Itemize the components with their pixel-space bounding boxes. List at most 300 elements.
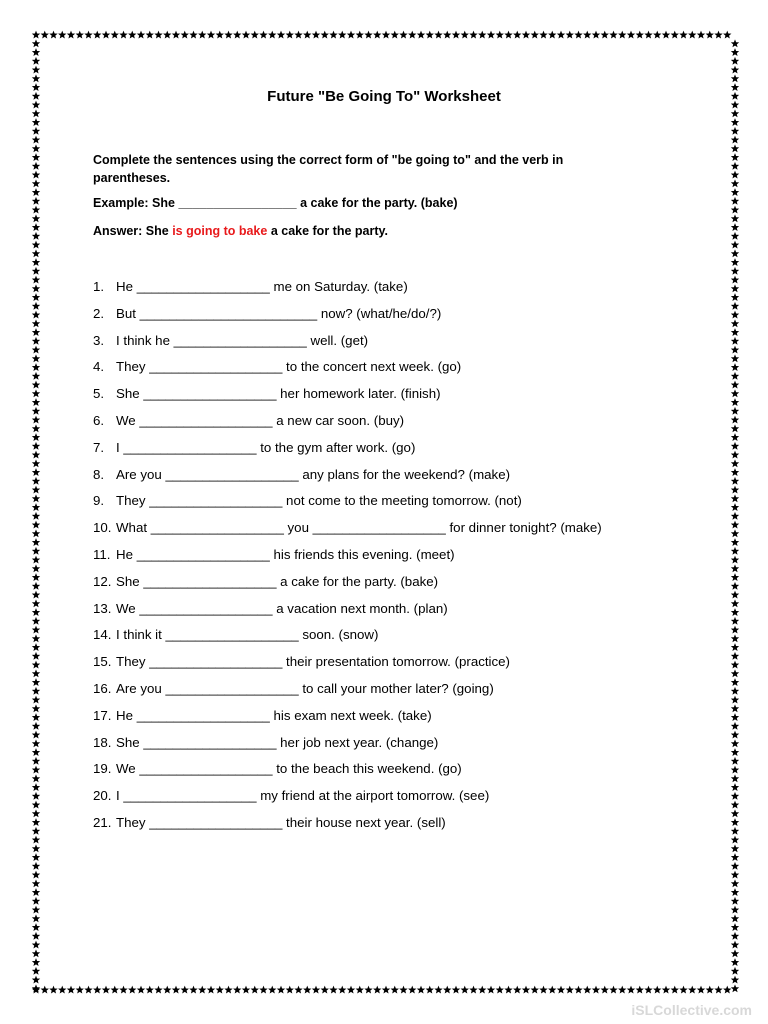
border-star <box>731 486 739 494</box>
item-number: 16. <box>93 680 112 696</box>
border-star <box>32 661 40 669</box>
border-star <box>32 144 40 152</box>
item-text: I think he __________________ well. (get) <box>116 332 369 348</box>
border-star <box>731 293 739 301</box>
border-star <box>32 696 40 704</box>
border-star <box>653 31 661 39</box>
border-star <box>731 809 739 817</box>
border-star <box>32 538 40 546</box>
item-text: She __________________ her job next year. (change) <box>116 734 439 750</box>
border-star <box>592 986 600 994</box>
border-star <box>731 407 739 415</box>
border-star <box>382 986 390 994</box>
border-star <box>84 986 92 994</box>
border-star <box>731 941 739 949</box>
border-star <box>137 31 145 39</box>
border-star <box>731 643 739 651</box>
border-star <box>688 31 696 39</box>
item-text: They __________________ their house next year. (sell) <box>116 814 446 830</box>
border-star <box>731 468 739 476</box>
border-star <box>76 31 84 39</box>
border-star <box>32 136 40 144</box>
border-star <box>32 372 40 380</box>
border-star <box>434 986 442 994</box>
instructions: Complete the sentences using the correct form of "be going to" and the verb in parentheses. <box>93 153 564 185</box>
border-star <box>478 31 486 39</box>
border-star <box>583 986 591 994</box>
border-star <box>426 986 434 994</box>
border-star <box>32 914 40 922</box>
border-star <box>32 844 40 852</box>
border-star <box>32 57 40 65</box>
list-item <box>93 358 602 385</box>
border-star <box>32 862 40 870</box>
border-star <box>347 31 355 39</box>
border-star <box>671 986 679 994</box>
border-star <box>731 337 739 345</box>
border-star <box>242 986 250 994</box>
border-star <box>731 48 739 56</box>
border-star <box>513 986 521 994</box>
border-star <box>41 986 49 994</box>
border-star <box>67 986 75 994</box>
border-star <box>731 381 739 389</box>
border-star <box>32 521 40 529</box>
border-star <box>592 31 600 39</box>
border-star <box>329 31 337 39</box>
border-star <box>32 652 40 660</box>
border-star <box>601 986 609 994</box>
border-star <box>469 986 477 994</box>
border-star <box>731 836 739 844</box>
border-star <box>251 986 259 994</box>
border-star <box>32 906 40 914</box>
border-star <box>399 986 407 994</box>
border-star <box>461 31 469 39</box>
answer-prefix: Answer: She <box>93 224 173 238</box>
list-item <box>93 653 602 680</box>
border-star <box>731 547 739 555</box>
border-star <box>609 31 617 39</box>
border-star <box>731 932 739 940</box>
border-star <box>731 652 739 660</box>
border-star <box>731 801 739 809</box>
border-star <box>443 986 451 994</box>
border-star <box>32 958 40 966</box>
border-star <box>487 31 495 39</box>
border-star <box>259 31 267 39</box>
border-star <box>32 48 40 56</box>
border-star <box>268 31 276 39</box>
border-star <box>32 731 40 739</box>
border-star <box>32 127 40 135</box>
border-star <box>321 31 329 39</box>
border-star <box>32 188 40 196</box>
border-star <box>32 949 40 957</box>
border-star <box>67 31 75 39</box>
border-star <box>32 459 40 467</box>
border-star <box>731 599 739 607</box>
border-star <box>32 836 40 844</box>
border-star <box>522 31 530 39</box>
border-star <box>496 986 504 994</box>
list-item <box>93 305 602 332</box>
list-item <box>93 600 602 627</box>
border-star <box>32 801 40 809</box>
border-star <box>731 494 739 502</box>
list-item <box>93 332 602 359</box>
border-star <box>32 118 40 126</box>
border-star <box>478 986 486 994</box>
border-star <box>731 748 739 756</box>
border-star <box>731 827 739 835</box>
border-star <box>32 643 40 651</box>
border-star <box>731 424 739 432</box>
border-star <box>32 66 40 74</box>
item-text: They __________________ their presentation tomorrow. (practice) <box>116 654 510 670</box>
border-star <box>32 74 40 82</box>
border-star <box>32 39 40 47</box>
border-star <box>731 223 739 231</box>
border-star <box>731 879 739 887</box>
border-star <box>548 31 556 39</box>
border-star <box>102 31 110 39</box>
border-star <box>714 31 722 39</box>
border-star <box>731 783 739 791</box>
border-star <box>119 31 127 39</box>
border-star <box>731 976 739 984</box>
border-star <box>32 591 40 599</box>
border-star <box>303 986 311 994</box>
border-star <box>531 986 539 994</box>
border-star <box>688 986 696 994</box>
item-number: 14. <box>93 627 112 643</box>
border-star <box>32 923 40 931</box>
border-star <box>111 986 119 994</box>
border-star <box>731 389 739 397</box>
border-star <box>731 626 739 634</box>
border-star <box>731 188 739 196</box>
item-text: He __________________ his exam next week. (take) <box>116 707 432 723</box>
border-star <box>181 31 189 39</box>
border-star <box>32 302 40 310</box>
item-number: 2. <box>93 305 105 321</box>
border-star <box>41 31 49 39</box>
item-number: 1. <box>93 279 105 294</box>
border-star <box>731 529 739 537</box>
border-star <box>32 171 40 179</box>
border-star <box>731 451 739 459</box>
border-star <box>32 433 40 441</box>
item-number: 21. <box>93 814 112 830</box>
border-star <box>32 634 40 642</box>
border-star <box>731 197 739 205</box>
border-star <box>618 31 626 39</box>
border-star <box>32 162 40 170</box>
border-star <box>731 162 739 170</box>
item-number: 20. <box>93 788 112 804</box>
border-star <box>163 31 171 39</box>
border-star <box>154 31 162 39</box>
border-star <box>172 986 180 994</box>
border-star <box>731 258 739 266</box>
border-star <box>32 984 40 992</box>
border-star <box>32 486 40 494</box>
border-star <box>259 986 267 994</box>
border-star <box>233 31 241 39</box>
border-star <box>32 109 40 117</box>
border-star <box>557 31 565 39</box>
border-star <box>32 529 40 537</box>
border-star <box>513 31 521 39</box>
border-star <box>731 818 739 826</box>
border-star <box>574 986 582 994</box>
border-star <box>731 757 739 765</box>
border-star <box>644 986 652 994</box>
border-star <box>731 704 739 712</box>
item-number: 8. <box>93 466 105 482</box>
border-star <box>32 363 40 371</box>
border-star <box>731 136 739 144</box>
border-star <box>731 249 739 257</box>
border-star <box>426 31 434 39</box>
border-star <box>58 31 66 39</box>
border-star <box>731 906 739 914</box>
border-star <box>731 442 739 450</box>
border-star <box>731 967 739 975</box>
border-star <box>93 31 101 39</box>
border-star <box>32 599 40 607</box>
exercise-list <box>93 278 602 841</box>
border-star <box>32 547 40 555</box>
border-star <box>32 381 40 389</box>
border-star <box>731 538 739 546</box>
border-star <box>618 986 626 994</box>
border-star <box>32 407 40 415</box>
border-star <box>487 986 495 994</box>
border-star <box>146 986 154 994</box>
border-star <box>391 31 399 39</box>
border-star <box>731 853 739 861</box>
border-star <box>679 31 687 39</box>
example-answer <box>93 224 388 238</box>
border-star <box>731 503 739 511</box>
border-star <box>731 57 739 65</box>
list-item <box>93 680 602 707</box>
border-star <box>32 337 40 345</box>
border-star <box>32 477 40 485</box>
border-star <box>731 416 739 424</box>
border-star <box>146 31 154 39</box>
border-star <box>93 986 101 994</box>
border-star <box>731 127 739 135</box>
border-star <box>731 556 739 564</box>
border-star <box>111 31 119 39</box>
border-star <box>32 241 40 249</box>
border-star <box>102 986 110 994</box>
border-star <box>32 153 40 161</box>
border-star <box>32 669 40 677</box>
border-star <box>731 372 739 380</box>
border-star <box>434 31 442 39</box>
border-star <box>32 328 40 336</box>
border-star <box>32 276 40 284</box>
border-star <box>731 512 739 520</box>
list-item <box>93 760 602 787</box>
worksheet-title: Future "Be Going To" Worksheet <box>267 88 501 105</box>
border-star <box>731 774 739 782</box>
border-star <box>627 31 635 39</box>
border-star <box>408 31 416 39</box>
border-star <box>294 31 302 39</box>
item-text: But ________________________ now? (what/he/do/?) <box>116 305 442 321</box>
border-star <box>731 206 739 214</box>
border-star <box>731 949 739 957</box>
item-number: 13. <box>93 600 112 616</box>
border-star <box>163 986 171 994</box>
border-star <box>154 986 162 994</box>
border-star <box>731 792 739 800</box>
border-star <box>731 661 739 669</box>
border-star <box>731 713 739 721</box>
border-star <box>417 31 425 39</box>
border-star <box>32 783 40 791</box>
border-star <box>32 986 40 994</box>
border-star <box>137 986 145 994</box>
answer-suffix: a cake for the party. <box>267 224 388 238</box>
border-star <box>338 31 346 39</box>
border-star <box>731 398 739 406</box>
border-star <box>539 31 547 39</box>
border-star <box>32 398 40 406</box>
border-star <box>32 416 40 424</box>
border-star <box>662 986 670 994</box>
border-star <box>731 669 739 677</box>
border-star <box>32 879 40 887</box>
item-text: She __________________ her homework later. (finish) <box>116 386 441 402</box>
border-star <box>731 678 739 686</box>
border-star <box>653 986 661 994</box>
border-star <box>277 986 285 994</box>
border-star <box>233 986 241 994</box>
border-star <box>32 739 40 747</box>
border-star <box>32 941 40 949</box>
border-star <box>731 74 739 82</box>
border-star <box>32 678 40 686</box>
border-star <box>443 31 451 39</box>
border-star <box>32 424 40 432</box>
list-item <box>93 519 602 546</box>
border-star <box>32 582 40 590</box>
border-star <box>731 354 739 362</box>
border-star <box>32 249 40 257</box>
border-star <box>277 31 285 39</box>
border-star <box>242 31 250 39</box>
border-star <box>731 591 739 599</box>
border-star <box>32 748 40 756</box>
border-star <box>731 608 739 616</box>
border-star <box>731 459 739 467</box>
border-star <box>303 31 311 39</box>
border-star <box>731 171 739 179</box>
item-text: She __________________ a cake for the party. (bake) <box>116 573 439 589</box>
border-star <box>32 564 40 572</box>
border-star <box>32 617 40 625</box>
border-star <box>731 267 739 275</box>
border-star <box>49 986 57 994</box>
border-star <box>32 766 40 774</box>
border-star <box>207 986 215 994</box>
item-number: 15. <box>93 654 112 670</box>
border-star <box>32 556 40 564</box>
list-item <box>93 385 602 412</box>
border-star <box>32 293 40 301</box>
border-star <box>32 704 40 712</box>
border-star <box>679 986 687 994</box>
border-star <box>32 389 40 397</box>
border-star <box>731 897 739 905</box>
border-star <box>469 31 477 39</box>
border-star <box>496 31 504 39</box>
border-star <box>662 31 670 39</box>
border-star <box>731 521 739 529</box>
border-star <box>32 267 40 275</box>
border-star <box>731 687 739 695</box>
border-star <box>76 986 84 994</box>
border-star <box>356 31 364 39</box>
border-star <box>731 582 739 590</box>
border-star <box>198 31 206 39</box>
border-star <box>731 319 739 327</box>
border-star <box>731 153 739 161</box>
item-text: Are you __________________ to call your mother later? (going) <box>116 680 494 696</box>
border-star <box>32 311 40 319</box>
border-star <box>32 214 40 222</box>
border-star <box>731 766 739 774</box>
border-star <box>128 986 136 994</box>
list-item <box>93 787 602 814</box>
border-star <box>731 634 739 642</box>
border-star <box>583 31 591 39</box>
border-star <box>731 328 739 336</box>
border-star <box>32 818 40 826</box>
item-number: 17. <box>93 707 112 723</box>
border-star <box>461 986 469 994</box>
border-star <box>644 31 652 39</box>
border-star <box>32 853 40 861</box>
item-number: 6. <box>93 412 105 428</box>
border-star <box>198 986 206 994</box>
border-star <box>731 914 739 922</box>
border-star <box>338 986 346 994</box>
border-star <box>312 986 320 994</box>
border-star <box>731 573 739 581</box>
border-star <box>84 31 92 39</box>
border-star <box>32 626 40 634</box>
border-star <box>627 986 635 994</box>
border-star <box>268 986 276 994</box>
border-star <box>32 284 40 292</box>
border-star <box>32 319 40 327</box>
list-item <box>93 439 602 466</box>
border-star <box>731 39 739 47</box>
border-star <box>731 214 739 222</box>
item-number: 3. <box>93 332 105 348</box>
border-star <box>504 31 512 39</box>
item-text: We __________________ a vacation next month. (plan) <box>116 600 448 616</box>
border-star <box>172 31 180 39</box>
border-star <box>216 986 224 994</box>
